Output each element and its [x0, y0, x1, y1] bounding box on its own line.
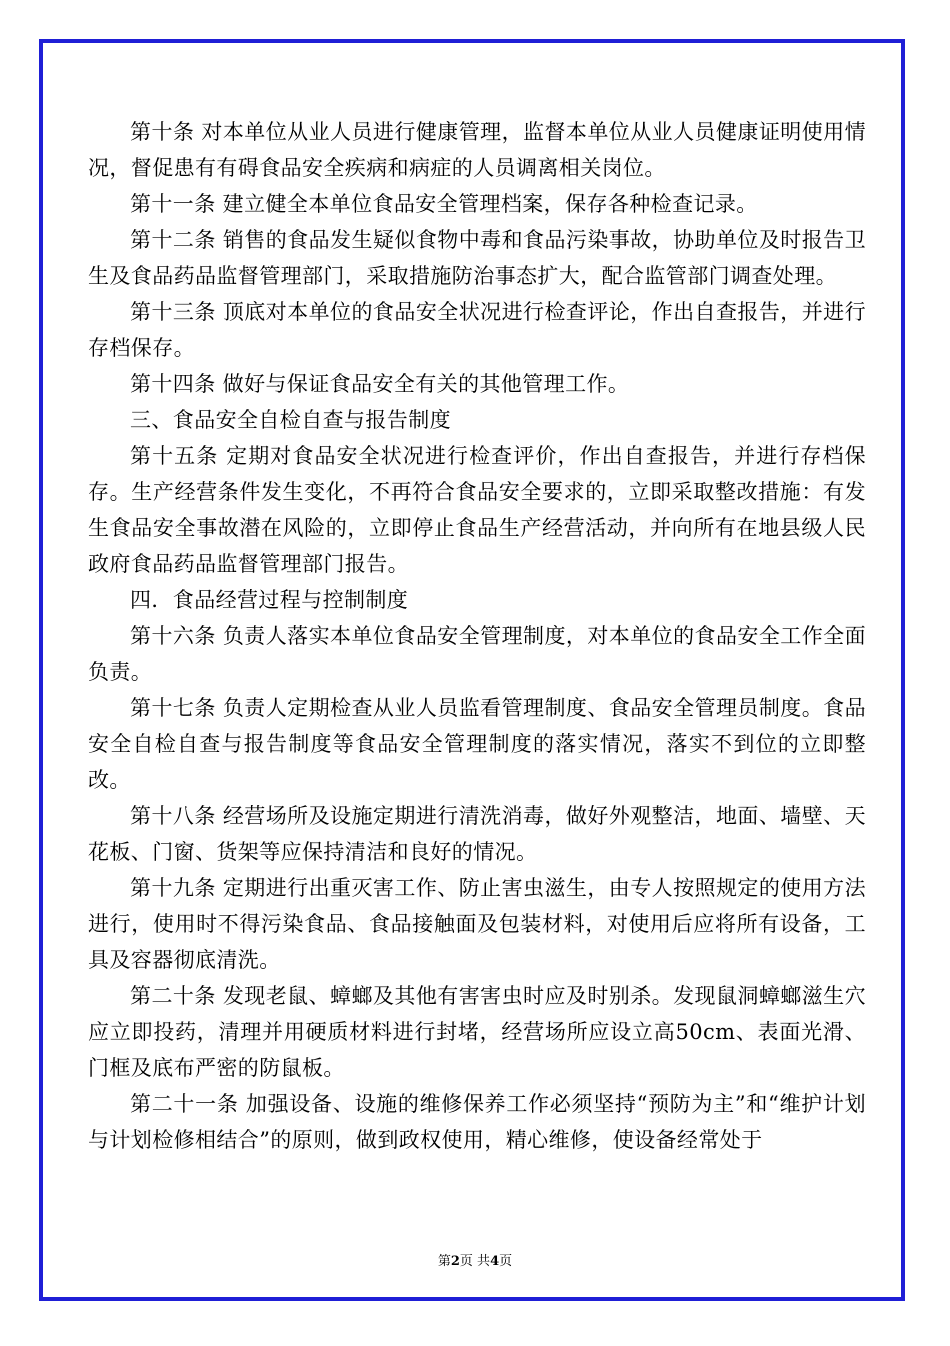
- section-heading: 四．食品经营过程与控制制度: [130, 588, 409, 612]
- paragraph: 第十一条 建立健全本单位食品安全管理档案，保存各种检查记录。: [130, 192, 758, 216]
- footer-middle: 页 共: [459, 1254, 491, 1269]
- document-body: [88, 114, 866, 1158]
- footer-prefix: 第: [437, 1254, 451, 1269]
- total-pages-number: 4: [490, 1254, 500, 1269]
- paragraph: 第十八条 经营场所及设施定期进行清洗消毒，做好外观整洁，地面、墙壁、天花板、门窗、货架等应保持清洁和良好的情况。: [88, 804, 866, 864]
- footer-suffix: 页: [499, 1254, 513, 1269]
- paragraph: 第十四条 做好与保证食品安全有关的其他管理工作。: [130, 372, 630, 396]
- paragraph: 第十三条 顶底对本单位的食品安全状况进行检查评论，作出自查报告，并进行存档保存。: [88, 300, 866, 360]
- paragraph: 第二十条 发现老鼠、蟑螂及其他有害害虫时应及时别杀。发现鼠洞蟑螂滋生穴应立即投药，清理并用硬质材料进行封堵，经营场所应设立高50cm、表面光滑、门框及底布严密的防鼠板。: [88, 984, 866, 1080]
- paragraph: 第二十一条 加强设备、设施的维修保养工作必须坚持“预防为主”和“维护计划与计划检修相结合”的原则，做到政权使用，精心维修，使设备经常处于: [88, 1092, 866, 1152]
- paragraph: 第十七条 负责人定期检查从业人员监看管理制度、食品安全管理员制度。食品安全自检自查与报告制度等食品安全管理制度的落实情况，落实不到位的立即整改。: [88, 696, 866, 792]
- page-footer: [0, 1250, 950, 1269]
- paragraph: 第十条 对本单位从业人员进行健康管理，监督本单位从业人员健康证明使用情况，督促患有有碍食品安全疾病和病症的人员调离相关岗位。: [88, 120, 866, 180]
- section-heading: 三、食品安全自检自查与报告制度: [130, 408, 451, 432]
- paragraph: 第十五条 定期对食品安全状况进行检查评价，作出自查报告，并进行存档保存。生产经营条件发生变化，不再符合食品安全要求的，立即采取整改措施：有发生食品安全事故潜在风险的，立即停止食品生产经营活动，并向所有在地县级人民政府食品药品监督管理部门报告。: [88, 444, 866, 576]
- paragraph: 第十九条 定期进行出重灭害工作、防止害虫滋生，由专人按照规定的使用方法进行，使用时不得污染食品、食品接触面及包装材料，对使用后应将所有设备，工具及容器彻底清洗。: [88, 876, 866, 972]
- current-page-number: 2: [450, 1254, 460, 1269]
- paragraph: 第十二条 销售的食品发生疑似食物中毒和食品污染事故，协助单位及时报告卫生及食品药品监督管理部门，采取措施防治事态扩大，配合监管部门调查处理。: [88, 228, 866, 288]
- paragraph: 第十六条 负责人落实本单位食品安全管理制度，对本单位的食品安全工作全面负责。: [88, 624, 866, 684]
